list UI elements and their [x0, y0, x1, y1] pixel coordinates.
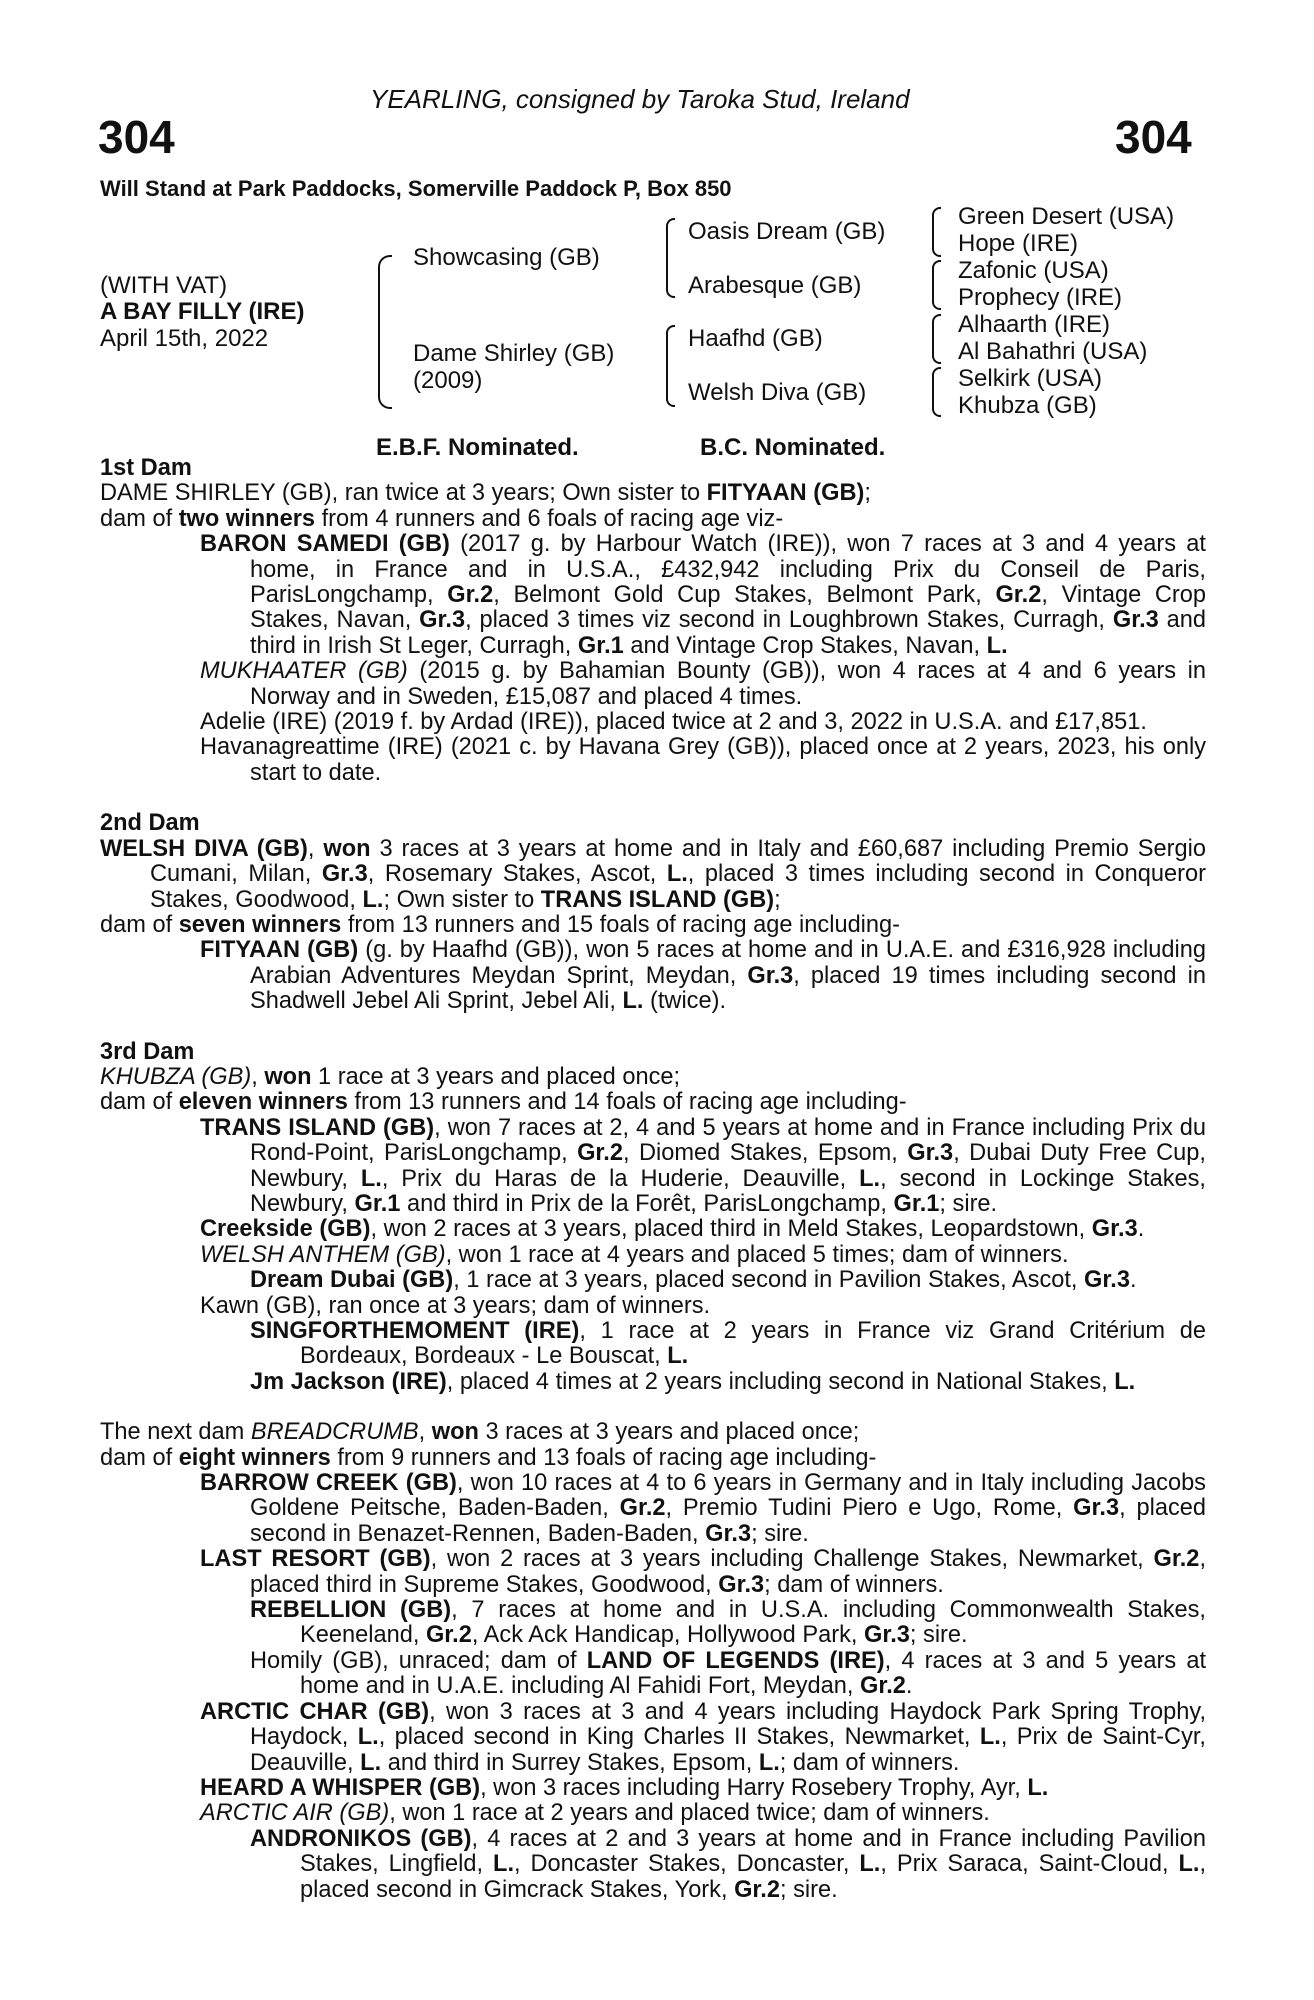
pedigree-g8: Khubza (GB) [958, 392, 1097, 419]
third-dam-foal-1: TRANS ISLAND (GB), won 7 races at 2, 4 and 5 years at home and in France including Prix du Rond-Point, ParisLongchamp, Gr.2, Diomed Stakes, Epsom, Gr.3, Dubai Duty Free Cup, Newbury, L., Prix du Haras de la Huderie, Deauville, L., second in Lockinge Stakes, Newbury, Gr.1 and third in Prix de la Forêt, ParisLongchamp, Gr.1; sire. [200, 1114, 1206, 1217]
pedigree-g3: Zafonic (USA) [958, 257, 1109, 284]
third-dam-line: KHUBZA (GB), won 1 race at 3 years and placed once; [100, 1063, 681, 1090]
pedigree-g5: Alhaarth (IRE) [958, 311, 1111, 338]
second-dam-foal-1: FITYAAN (GB) (g. by Haafhd (GB)), won 5 races at home and in U.A.E. and £316,928 including Arabian Adventures Meydan Sprint, Meydan, Gr.3, placed 19 times including second in Shadwell Jebel Ali Sprint, Jebel Ali, L. (twice). [200, 937, 1206, 1015]
next-dam-foal-5: ARCTIC AIR (GB), won 1 race at 2 years and placed twice; dam of winners. [200, 1800, 990, 1827]
ebf-nomination: E.B.F. Nominated. [376, 434, 579, 461]
next-dam-grandfoal-1: REBELLION (GB), 7 races at home and in U.S.A. including Commonwealth Stakes, Keeneland, Gr.2, Ack Ack Handicap, Hollywood Park, Gr.3; sire. [250, 1597, 1206, 1649]
pedigree-brace-g34 [926, 260, 940, 310]
next-dam-foal-3: ARCTIC CHAR (GB), won 3 races at 3 and 4 years including Haydock Park Spring Trophy, Haydock, L., placed second in King Charles II Stakes, Newmarket, L., Prix de Saint-Cyr, Deauville, L. and third in Surrey Stakes, Epsom, L.; dam of winners. [200, 1698, 1206, 1776]
next-dam-foal-4: HEARD A WHISPER (GB), won 3 races including Harry Rosebery Trophy, Ayr, L. [200, 1774, 1049, 1801]
pedigree-brace-g12 [926, 207, 940, 257]
next-dam-foal-2: LAST RESORT (GB), won 2 races at 3 years including Challenge Stakes, Newmarket, Gr.2, placed third in Supreme Stakes, Goodwood, Gr.3; dam of winners. [200, 1546, 1206, 1598]
foaling-date: April 15th, 2022 [100, 325, 269, 352]
first-dam-line: DAME SHIRLEY (GB), ran twice at 3 years; Own sister to FITYAAN (GB); [100, 480, 871, 507]
second-dam-produce-summary: dam of seven winners from 13 runners and 15 foals of racing age including- [100, 911, 901, 938]
third-dam-foal-2: Creekside (GB), won 2 races at 3 years, placed third in Meld Stakes, Leopardstown, Gr.3. [200, 1216, 1145, 1243]
second-dam-heading: 2nd Dam [100, 810, 200, 837]
first-dam-foal-1: BARON SAMEDI (GB) (2017 g. by Harbour Watch (IRE)), won 7 races at 3 and 4 years at home, in France and in U.S.A., £432,942 including Prix du Conseil de Paris, ParisLongchamp, Gr.2, Belmont Gold Cup Stakes, Belmont Park, Gr.2, Vintage Crop Stakes, Navan, Gr.3, placed 3 times viz second in Loughbrown Stakes, Curragh, Gr.3 and third in Irish St Leger, Curragh, Gr.1 and Vintage Crop Stakes, Navan, L. [200, 531, 1207, 659]
vat-note: (WITH VAT) [100, 272, 228, 299]
third-dam-foal-4: Kawn (GB), ran once at 3 years; dam of winners. [200, 1292, 711, 1319]
pedigree-brace-sire [660, 218, 674, 298]
next-dam-produce-summary: dam of eight winners from 9 runners and 13 foals of racing age including- [100, 1444, 877, 1471]
pedigree-g2: Hope (IRE) [958, 230, 1079, 257]
pedigree-g7: Selkirk (USA) [958, 365, 1103, 392]
pedigree-g1: Green Desert (USA) [958, 203, 1175, 230]
bc-nomination: B.C. Nominated. [700, 434, 886, 461]
pedigree-g6: Al Bahathri (USA) [958, 338, 1148, 365]
lot-number-left: 304 [98, 111, 175, 163]
pedigree-sire: Showcasing (GB) [413, 244, 600, 271]
next-dam-foal-1: BARROW CREEK (GB), won 10 races at 4 to 6 years in Germany and in Italy including Jacobs Goldene Peitsche, Baden-Baden, Gr.2, Premio Tudini Piero e Ugo, Rome, Gr.3, placed second in Benazet-Rennen, Baden-Baden, Gr.3; sire. [200, 1470, 1207, 1547]
third-dam-grandfoal-3: Jm Jackson (IRE), placed 4 times at 2 years including second in National Stakes, L. [250, 1368, 1136, 1395]
next-dam-grandfoal-3: ANDRONIKOS (GB), 4 races at 2 and 3 years at home and in France including Pavilion Stakes, Lingfield, L., Doncaster Stakes, Doncaster, L., Prix Saraca, Saint-Cloud, L., placed second in Gimcrack Stakes, York, Gr.2; sire. [250, 1825, 1206, 1903]
lot-number-right: 304 [1115, 111, 1192, 163]
pedigree-brace-main [378, 255, 392, 409]
pedigree-dam: Dame Shirley (GB) [413, 340, 615, 367]
first-dam-foal-4: Havanagreattime (IRE) (2021 c. by Havana Grey (GB)), placed once at 2 years, 2023, his only start to date. [200, 734, 1206, 786]
next-dam-line: The next dam BREADCRUMB, won 3 races at 3 years and placed once; [100, 1419, 860, 1446]
stand-location: Will Stand at Park Paddocks, Somerville Paddock P, Box 850 [100, 176, 732, 201]
first-dam-heading: 1st Dam [100, 455, 192, 481]
pedigree-dam-year: (2009) [413, 367, 483, 394]
next-dam-grandfoal-2: Homily (GB), unraced; dam of LAND OF LEGENDS (IRE), 4 races at 3 and 5 years at home and in U.A.E. including Al Fahidi Fort, Meydan, Gr.2. [250, 1647, 1206, 1700]
third-dam-grandfoal-1: Dream Dubai (GB), 1 race at 3 years, placed second in Pavilion Stakes, Ascot, Gr.3. [250, 1267, 1137, 1294]
first-dam-produce-summary: dam of two winners from 4 runners and 6 foals of racing age viz- [100, 505, 784, 532]
first-dam-foal-2: MUKHAATER (GB) (2015 g. by Bahamian Bounty (GB)), won 4 races at 4 and 6 years in Norway and in Sweden, £15,087 and placed 4 times. [200, 658, 1206, 710]
pedigree-brace-g56 [926, 314, 940, 364]
first-dam-foal-3: Adelie (IRE) (2019 f. by Ardad (IRE)), placed twice at 2 and 3, 2022 in U.S.A. and £17,851. [200, 709, 1147, 736]
pedigree-sire-dam: Arabesque (GB) [688, 272, 862, 299]
pedigree-dam-sire: Haafhd (GB) [688, 325, 823, 352]
third-dam-grandfoal-2: SINGFORTHEMOMENT (IRE), 1 race at 2 years in France viz Grand Critérium de Bordeaux, Bordeaux - Le Bouscat, L. [250, 1318, 1207, 1370]
third-dam-foal-3: WELSH ANTHEM (GB), won 1 race at 4 years and placed 5 times; dam of winners. [200, 1241, 1069, 1268]
second-dam-line: WELSH DIVA (GB), won 3 races at 3 years at home and in Italy and £60,687 including Premio Sergio Cumani, Milan, Gr.3, Rosemary Stakes, Ascot, L., placed 3 times including second in Conqueror Stakes, Goodwood, L.; Own sister to TRANS ISLAND (GB); [100, 835, 1207, 913]
consignment-line: YEARLING, consigned by Taroka Stud, Ireland [370, 84, 910, 114]
third-dam-heading: 3rd Dam [100, 1038, 195, 1065]
pedigree-brace-g78 [926, 367, 940, 417]
pedigree-brace-dam [660, 325, 674, 407]
pedigree-g4: Prophecy (IRE) [958, 284, 1123, 311]
horse-name: A BAY FILLY (IRE) [100, 298, 305, 325]
third-dam-produce-summary: dam of eleven winners from 13 runners and 14 foals of racing age including- [100, 1089, 907, 1116]
pedigree-sire-sire: Oasis Dream (GB) [688, 218, 886, 245]
pedigree-dam-dam: Welsh Diva (GB) [688, 379, 867, 406]
catalogue-body [100, 456, 1206, 1903]
